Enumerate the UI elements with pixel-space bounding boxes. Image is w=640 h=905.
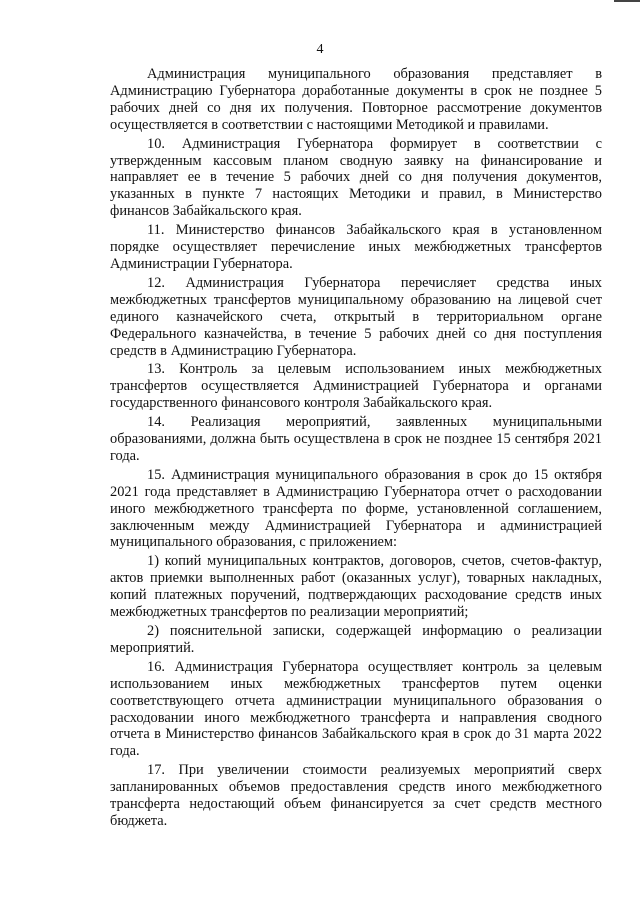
paragraph-15-item-2: 2) пояснительной записки, содержащей информацию о реализации мероприятий.: [110, 623, 602, 656]
paragraph-17: 17. При увеличении стоимости реализуемых мероприятий сверх запланированных объемов предоставления средств иного межбюджетного трансферта недостающий объем финансируется за счет средств местного бюджета.: [110, 762, 602, 829]
page-corner-mark: [614, 0, 640, 2]
paragraph-15: 15. Администрация муниципального образования в срок до 15 октября 2021 года представляет в Администрацию Губернатора отчет о расходовании иного межбюджетного трансферта по форме, установленной соглашением, заключенным между Администрацией Губернатора и администрацией муниципального образования, с приложением:: [110, 466, 602, 551]
paragraph-16: 16. Администрация Губернатора осуществляет контроль за целевым использованием иных межбюджетных трансфертов путем оценки соответствующего отчета администрации муниципального образования о расходовании иного межбюджетного трансферта и направления сводного отчета в Министерство финансов Забайкальского края в срок до 31 марта 2022 года.: [110, 658, 602, 760]
paragraph-13: 13. Контроль за целевым использованием иных межбюджетных трансфертов осуществляется Администрацией Губернатора и органами государственного финансового контроля Забайкальского края.: [110, 361, 602, 412]
page-number: 4: [316, 42, 324, 57]
paragraph-10: 10. Администрация Губернатора формирует в соответствии с утвержденным кассовым планом сводную заявку на финансирование и направляет ее в течение 5 рабочих дней со дня получения документов, указанных в пункте 7 настоящих Методики и правил, в Министерство финансов Забайкальского края.: [110, 135, 602, 220]
paragraph-9-continuation: Администрация муниципального образования представляет в Администрацию Губернатора доработанные документы в срок не позднее 5 рабочих дней со дня их получения. Повторное рассмотрение документов осуществляется в соответствии с настоящими Методикой и правилами.: [110, 66, 602, 133]
document-body: [110, 66, 602, 830]
paragraph-14: 14. Реализация мероприятий, заявленных муниципальными образованиями, должна быть осуществлена в срок не позднее 15 сентября 2021 года.: [110, 414, 602, 464]
paragraph-15-item-1: 1) копий муниципальных контрактов, договоров, счетов, счетов-фактур, актов приемки выполненных работ (оказанных услуг), товарных накладных, копий платежных поручений, подтверждающих расходование средств иных межбюджетных трансфертов по реализации мероприятий;: [110, 553, 602, 621]
paragraph-12: 12. Администрация Губернатора перечисляет средства иных межбюджетных трансфертов муниципальному образованию на лицевой счет единого казначейского счета, открытый в территориальном органе Федерального казначейства, в течение 5 рабочих дней со дня поступления средств в Администрацию Губернатора.: [110, 274, 602, 359]
paragraph-11: 11. Министерство финансов Забайкальского края в установленном порядке осуществляет перечисление иных межбюджетных трансфертов Администрации Губернатора.: [110, 222, 602, 272]
